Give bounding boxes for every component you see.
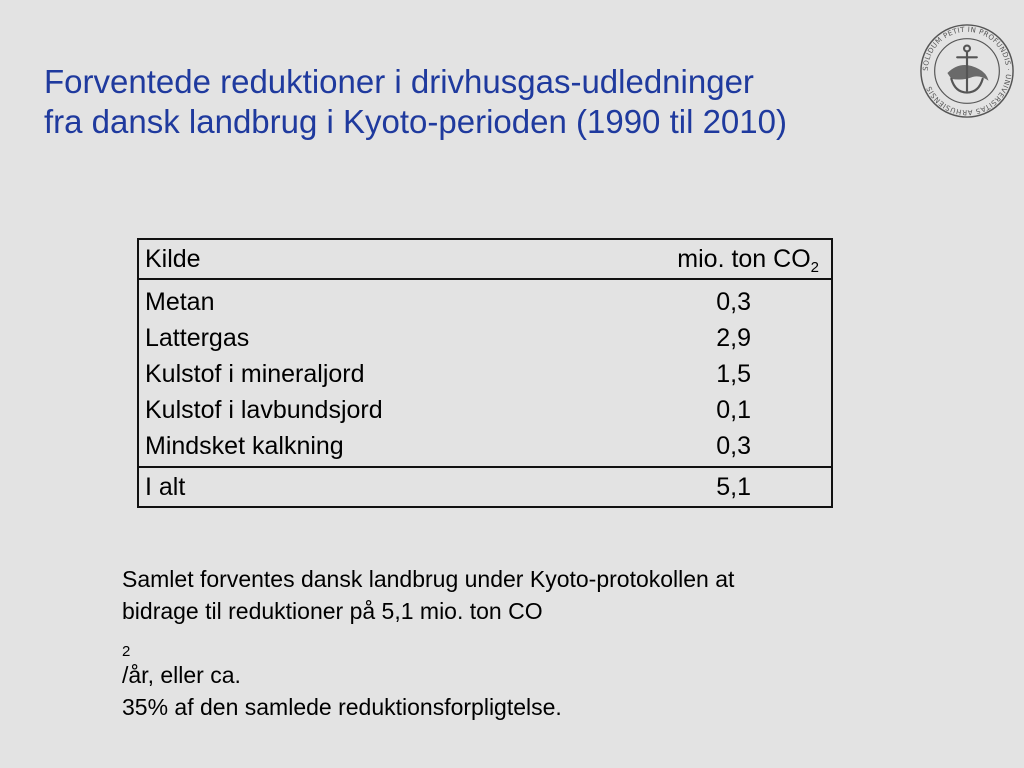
- summary-note: [122, 563, 922, 723]
- reduction-table: [137, 238, 833, 508]
- row-source: Kulstof i lavbundsjord: [145, 395, 383, 424]
- summary-line-2: [122, 595, 922, 691]
- total-value: 5,1: [716, 472, 751, 501]
- row-source: Mindsket kalkning: [145, 431, 344, 460]
- table-body: [139, 280, 831, 468]
- table-row: [139, 356, 831, 392]
- row-value: 0,3: [716, 287, 751, 316]
- row-source: Metan: [145, 287, 215, 316]
- row-value: 2,9: [716, 323, 751, 352]
- header-unit-text: mio. ton CO: [677, 244, 811, 273]
- table-row: [139, 392, 831, 428]
- slide-title-line-1: Forventede reduktioner i drivhusgas-udledninger: [44, 63, 754, 100]
- row-value: 0,3: [716, 431, 751, 460]
- row-value: 0,1: [716, 395, 751, 424]
- table-header-row: [139, 240, 831, 280]
- summary-line-1: Samlet forventes dansk landbrug under Kyoto-protokollen at: [122, 566, 735, 592]
- svg-text:SOLIDUM PETIT IN PROFUNDIS · U: SOLIDUM PETIT IN PROFUNDIS · UNIVERSITAS ARHUSIENSIS: [920, 24, 1014, 118]
- summary-line-2-start: bidrage til reduktioner på 5,1 mio. ton CO: [122, 598, 543, 624]
- slide-title-line-2: fra dansk landbrug i Kyoto-perioden (1990 til 2010): [44, 103, 787, 140]
- table-row: [139, 320, 831, 356]
- table-total-row: [139, 468, 831, 506]
- header-unit: [677, 245, 819, 274]
- row-source: Kulstof i mineraljord: [145, 359, 365, 388]
- summary-subscript: 2: [122, 643, 131, 660]
- row-source: Lattergas: [145, 323, 250, 352]
- row-value: 1,5: [716, 359, 751, 388]
- total-label: I alt: [145, 472, 186, 501]
- header-unit-subscript: 2: [810, 258, 819, 276]
- university-seal-icon: [918, 22, 1016, 120]
- header-source: Kilde: [145, 244, 201, 273]
- summary-line-2-end: /år, eller ca.: [122, 662, 241, 688]
- table-row: [139, 284, 831, 320]
- table-row: [139, 428, 831, 464]
- slide-title: [44, 62, 924, 142]
- summary-line-3: 35% af den samlede reduktionsforpligtelse.: [122, 694, 562, 720]
